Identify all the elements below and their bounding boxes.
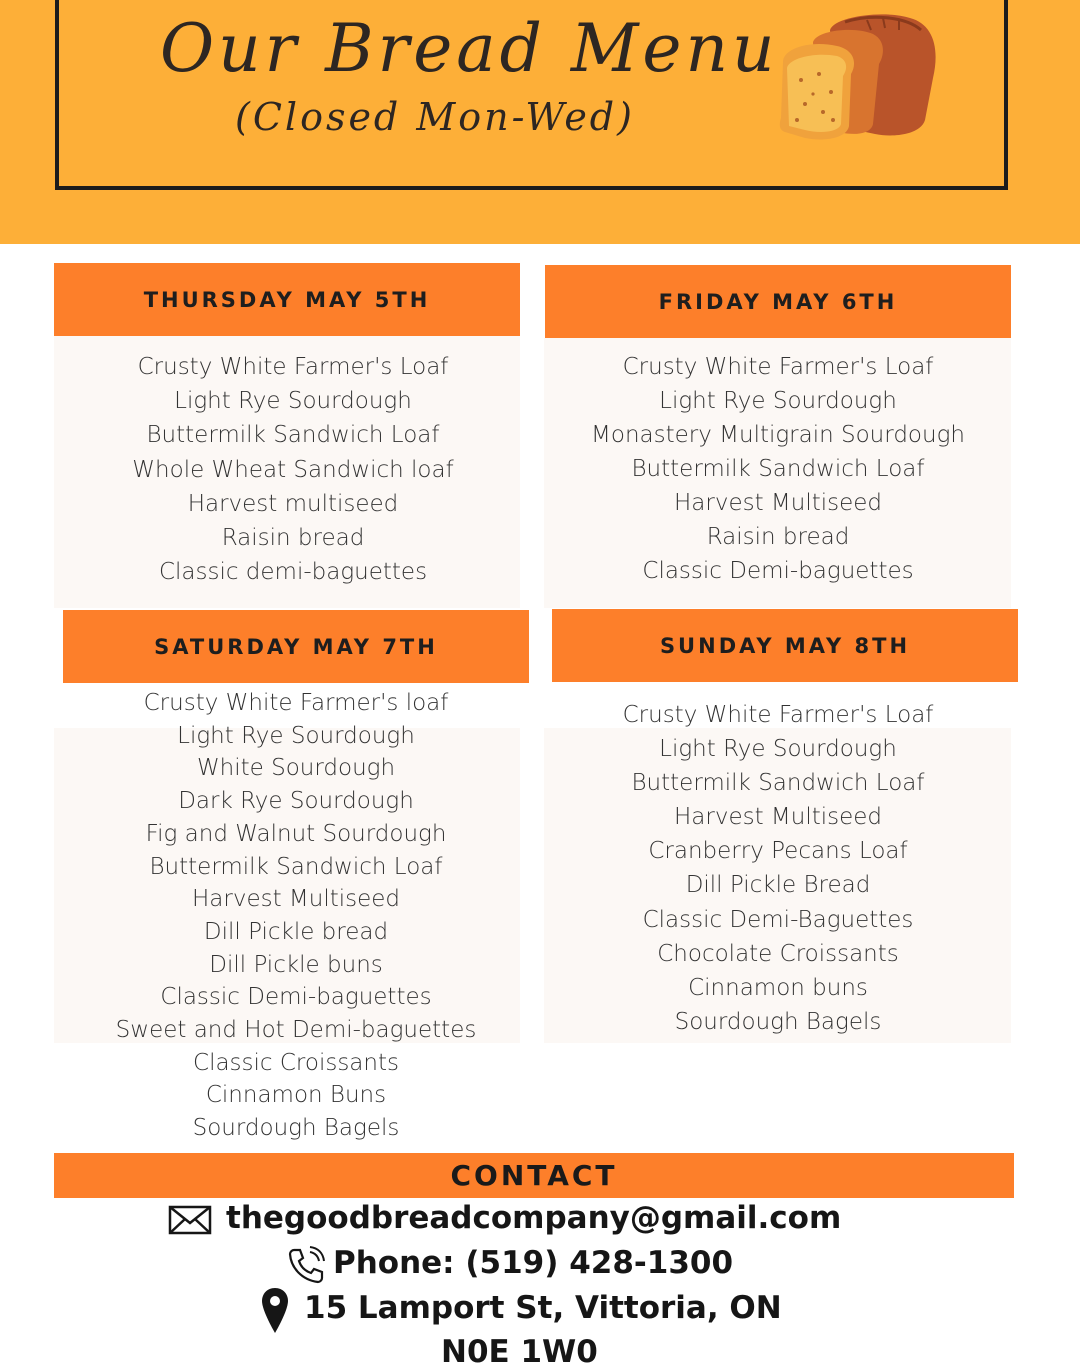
friday-item-list <box>545 350 1011 588</box>
list-item: Harvest Multiseed <box>191 886 401 913</box>
list-item: Buttermilk Sandwich Loaf <box>149 853 443 880</box>
contact-heading: CONTACT <box>54 1153 1014 1198</box>
list-item: Monastery Multigrain Sourdough <box>591 422 965 448</box>
list-item: Light Rye Sourdough <box>177 722 415 749</box>
list-item: Dill Pickle buns <box>209 951 383 978</box>
list-item: Light Rye Sourdough <box>659 736 897 763</box>
list-item: Buttermilk Sandwich Loaf <box>631 770 925 797</box>
list-item: Cranberry Pecans Loaf <box>648 838 908 865</box>
bread-loaf-icon <box>775 8 940 143</box>
contact-address-line2: N0E 1W0 <box>441 1334 598 1370</box>
list-item: Dill Pickle Bread <box>685 872 871 899</box>
contact-phone[interactable]: Phone: (519) 428-1300 <box>333 1245 734 1281</box>
list-item: Fig and Walnut Sourdough <box>145 820 447 847</box>
envelope-icon <box>168 1205 212 1235</box>
sunday-item-list <box>545 698 1011 1039</box>
list-item: Sweet and Hot Demi-baguettes <box>115 1017 477 1044</box>
list-item: Crusty White Farmer's loaf <box>143 690 449 716</box>
list-item: Classic Demi-baguettes <box>642 558 914 584</box>
menu-title: Our Bread Menu <box>160 10 779 87</box>
list-item: Raisin bread <box>221 525 365 552</box>
list-item: Classic Croissants <box>193 1049 399 1076</box>
list-item: Chocolate Croissants <box>657 940 899 967</box>
list-item: Light Rye Sourdough <box>659 388 897 414</box>
list-item: White Sourdough <box>196 755 396 782</box>
list-item: Classic demi-baguettes <box>158 559 428 586</box>
list-item: Classic Demi-baguettes <box>160 984 432 1011</box>
list-item: Crusty White Farmer's Loaf <box>137 354 449 380</box>
contact-address-line1: 15 Lamport St, Vittoria, ON <box>304 1290 782 1326</box>
list-item: Cinnamon buns <box>688 974 868 1001</box>
friday-header: FRIDAY MAY 6TH <box>545 265 1011 338</box>
list-item: Buttermilk Sandwich Loaf <box>146 422 440 449</box>
list-item: Classic Demi-Baguettes <box>642 906 914 933</box>
list-item: Buttermilk Sandwich Loaf <box>631 456 925 482</box>
list-item: Harvest multiseed <box>187 490 399 517</box>
menu-subtitle: (Closed Mon-Wed) <box>235 95 635 139</box>
list-item: Sourdough Bagels <box>192 1115 400 1142</box>
list-item: Crusty White Farmer's Loaf <box>622 702 934 728</box>
sunday-header: SUNDAY MAY 8TH <box>552 609 1018 682</box>
list-item: Harvest Multiseed <box>673 490 883 516</box>
list-item: Harvest Multiseed <box>673 804 883 831</box>
thursday-item-list <box>54 350 532 589</box>
location-pin-icon <box>261 1287 289 1335</box>
thursday-header: THURSDAY MAY 5TH <box>54 263 520 336</box>
list-item: Crusty White Farmer's Loaf <box>622 354 934 380</box>
list-item: Sourdough Bagels <box>674 1008 882 1035</box>
list-item: Dill Pickle bread <box>203 918 389 945</box>
list-item: Raisin bread <box>706 524 850 550</box>
list-item: Whole Wheat Sandwich loaf <box>132 456 454 483</box>
saturday-item-list <box>63 687 529 1145</box>
phone-icon <box>286 1246 326 1284</box>
list-item: Cinnamon Buns <box>205 1082 387 1109</box>
contact-email[interactable]: thegoodbreadcompany@gmail.com <box>226 1200 842 1236</box>
list-item: Dark Rye Sourdough <box>178 788 414 815</box>
list-item: Light Rye Sourdough <box>174 388 412 415</box>
saturday-header: SATURDAY MAY 7TH <box>63 610 529 683</box>
